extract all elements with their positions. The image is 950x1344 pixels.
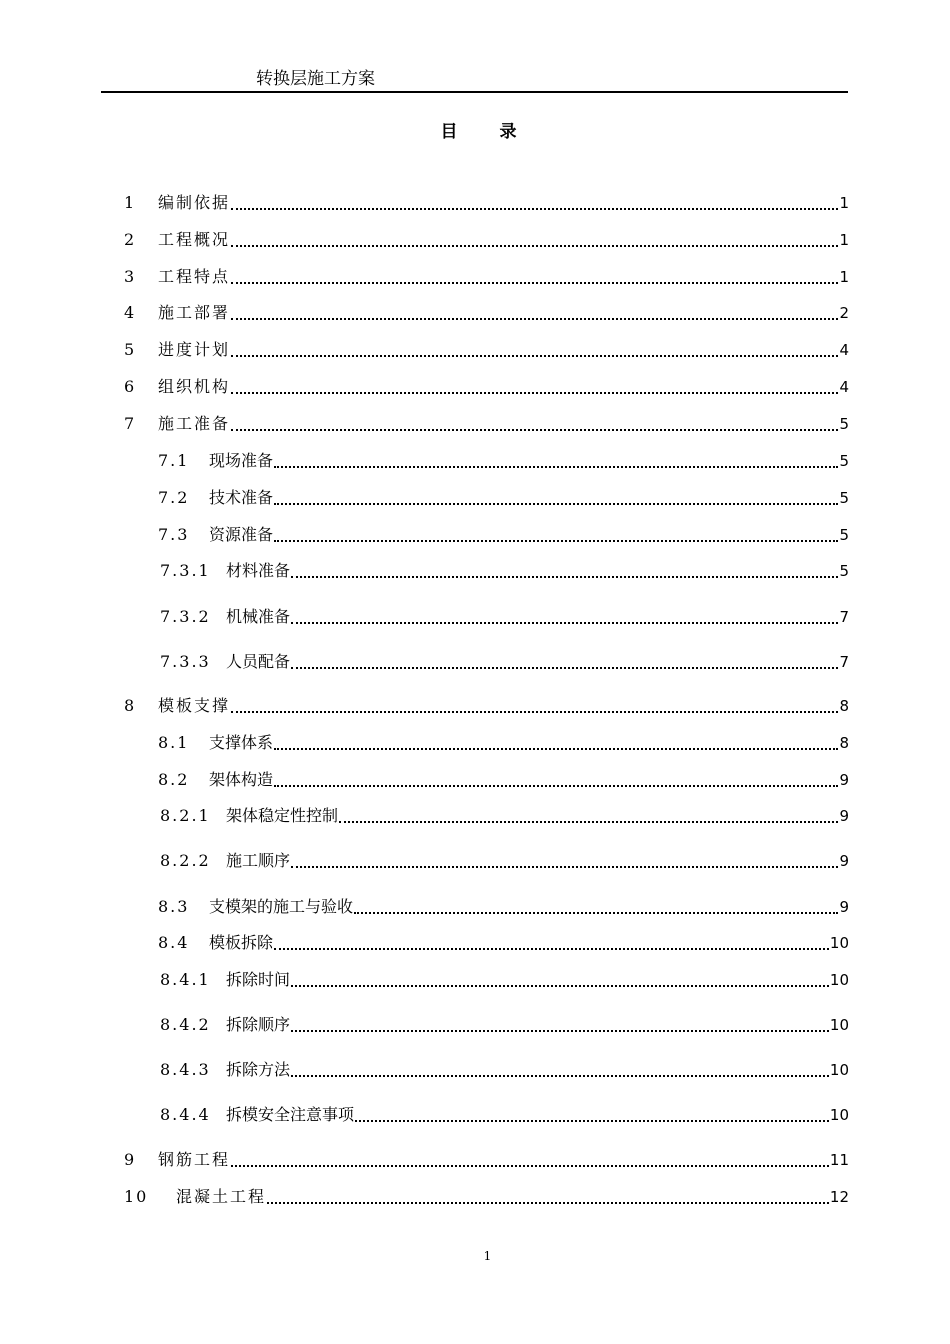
toc-entry-number: 5 <box>124 340 135 359</box>
toc-entry-number: 7.3.2 <box>160 607 211 626</box>
toc-dot-leader <box>231 208 838 210</box>
toc-entry-number: 7 <box>124 414 135 433</box>
toc-entry-page: 8 <box>838 730 849 756</box>
toc-entry-number: 8.4.2 <box>160 1015 211 1034</box>
toc-entry[interactable] <box>0 649 950 675</box>
toc-entry[interactable] <box>0 1102 950 1128</box>
toc-dot-leader <box>274 466 838 468</box>
document-header-title: 转换层施工方案 <box>256 69 375 89</box>
toc-dot-leader <box>291 866 838 868</box>
toc-entry-page: 1 <box>838 227 849 253</box>
toc-entry-number: 8.2 <box>158 770 190 789</box>
toc-entry-number: 8.4 <box>158 933 190 952</box>
toc-entry-number: 1 <box>124 193 135 212</box>
toc-entry-number: 7.3 <box>158 525 190 544</box>
toc-entry-title: 模板拆除 <box>209 930 274 956</box>
toc-entry-page: 9 <box>838 803 849 829</box>
toc-entry[interactable] <box>0 803 950 829</box>
toc-entry[interactable] <box>0 558 950 584</box>
toc-entry-title: 架体构造 <box>209 767 274 793</box>
toc-entry-page: 1 <box>838 264 849 290</box>
toc-dot-leader <box>291 576 838 578</box>
toc-entry[interactable] <box>0 522 950 548</box>
toc-entry-page: 2 <box>838 300 849 326</box>
toc-entry-title: 拆除时间 <box>226 967 291 993</box>
toc-entry[interactable] <box>0 300 950 326</box>
toc-dot-leader <box>274 948 829 950</box>
toc-entry-title: 拆除顺序 <box>226 1012 291 1038</box>
toc-entry-title: 机械准备 <box>226 604 291 630</box>
toc-entry[interactable] <box>0 190 950 216</box>
toc-entry[interactable] <box>0 485 950 511</box>
toc-entry[interactable] <box>0 1012 950 1038</box>
toc-entry[interactable] <box>0 767 950 793</box>
toc-entry[interactable] <box>0 693 950 719</box>
toc-entry-title: 模板支撑 <box>158 693 231 719</box>
toc-entry-title: 钢筋工程 <box>158 1147 231 1173</box>
toc-entry-page: 7 <box>838 649 849 675</box>
toc-entry[interactable] <box>0 264 950 290</box>
toc-entry-number: 6 <box>124 377 135 396</box>
toc-entry-number: 7.2 <box>158 488 190 507</box>
toc-entry-page: 5 <box>838 485 849 511</box>
toc-entry-page: 8 <box>838 693 849 719</box>
toc-entry-page: 4 <box>838 337 849 363</box>
toc-entry[interactable] <box>0 894 950 920</box>
toc-entry[interactable] <box>0 1184 950 1210</box>
toc-entry-number: 2 <box>124 230 135 249</box>
toc-entry-title: 施工顺序 <box>226 848 291 874</box>
toc-entry-title: 组织机构 <box>158 374 231 400</box>
toc-entry-title: 施工部署 <box>158 300 231 326</box>
footer-page-number: 1 <box>483 1249 492 1263</box>
toc-entry[interactable] <box>0 967 950 993</box>
toc-entry[interactable] <box>0 337 950 363</box>
toc-entry-number: 7.3.1 <box>160 561 211 580</box>
toc-entry-title: 架体稳定性控制 <box>226 803 339 829</box>
toc-entry[interactable] <box>0 848 950 874</box>
toc-entry-number: 9 <box>124 1150 135 1169</box>
toc-dot-leader <box>291 985 829 987</box>
toc-entry-title: 混凝土工程 <box>176 1184 267 1210</box>
toc-entry-title: 拆除方法 <box>226 1057 291 1083</box>
toc-entry-page: 10 <box>829 967 849 993</box>
toc-entry-page: 9 <box>838 848 849 874</box>
toc-dot-leader <box>274 540 838 542</box>
toc-entry-number: 8.1 <box>158 733 190 752</box>
toc-entry-number: 8.2.2 <box>160 851 211 870</box>
toc-entry-page: 5 <box>838 448 849 474</box>
toc-dot-leader <box>231 318 838 320</box>
toc-entry[interactable] <box>0 730 950 756</box>
toc-entry-number: 7.3.3 <box>160 652 211 671</box>
toc-entry-number: 8.4.3 <box>160 1060 211 1079</box>
toc-dot-leader <box>231 392 838 394</box>
toc-entry-number: 4 <box>124 303 135 322</box>
toc-entry-page: 9 <box>838 894 849 920</box>
toc-entry-page: 9 <box>838 767 849 793</box>
toc-entry-number: 8 <box>124 696 135 715</box>
toc-entry-page: 5 <box>838 411 849 437</box>
toc-entry-page: 4 <box>838 374 849 400</box>
toc-entry-title: 编制依据 <box>158 190 231 216</box>
toc-entry-title: 支撑体系 <box>209 730 274 756</box>
toc-entry-title: 工程特点 <box>158 264 231 290</box>
toc-entry[interactable] <box>0 448 950 474</box>
toc-dot-leader <box>354 912 838 914</box>
toc-dot-leader <box>231 1165 829 1167</box>
toc-entry-title: 技术准备 <box>209 485 274 511</box>
toc-dot-leader <box>267 1202 829 1204</box>
toc-entry-number: 7.1 <box>158 451 190 470</box>
toc-entry-title: 进度计划 <box>158 337 231 363</box>
toc-dot-leader <box>274 748 838 750</box>
toc-dot-leader <box>339 821 838 823</box>
toc-entry-number: 8.2.1 <box>160 806 211 825</box>
toc-entry-title: 工程概况 <box>158 227 231 253</box>
toc-title: 目 录 <box>440 122 535 142</box>
toc-entry-title: 支模架的施工与验收 <box>209 894 354 920</box>
toc-entry-title: 资源准备 <box>209 522 274 548</box>
toc-dot-leader <box>291 667 838 669</box>
toc-dot-leader <box>231 711 838 713</box>
toc-entry-page: 11 <box>829 1147 849 1173</box>
toc-entry[interactable] <box>0 604 950 630</box>
toc-entry-number: 8.4.1 <box>160 970 211 989</box>
toc-entry-page: 10 <box>829 1102 849 1128</box>
toc-dot-leader <box>274 503 838 505</box>
toc-entry-title: 施工准备 <box>158 411 231 437</box>
toc-entry-page: 5 <box>838 558 849 584</box>
toc-entry-title: 人员配备 <box>226 649 291 675</box>
toc-entry-number: 8.3 <box>158 897 190 916</box>
toc-entry-title: 材料准备 <box>226 558 291 584</box>
toc-entry[interactable] <box>0 227 950 253</box>
toc-dot-leader <box>274 785 838 787</box>
toc-dot-leader <box>231 282 838 284</box>
toc-entry[interactable] <box>0 1057 950 1083</box>
toc-entry-number: 10 <box>124 1187 149 1206</box>
toc-entry-number: 3 <box>124 267 135 286</box>
toc-entry-page: 7 <box>838 604 849 630</box>
toc-entry[interactable] <box>0 374 950 400</box>
toc-dot-leader <box>291 1075 829 1077</box>
toc-entry-title: 现场准备 <box>209 448 274 474</box>
toc-dot-leader <box>231 429 838 431</box>
toc-entry-page: 5 <box>838 522 849 548</box>
toc-entry-page: 10 <box>829 1012 849 1038</box>
toc-dot-leader <box>231 355 838 357</box>
toc-entry-number: 8.4.4 <box>160 1105 211 1124</box>
toc-entry-page: 1 <box>838 190 849 216</box>
toc-dot-leader <box>355 1120 829 1122</box>
toc-entry[interactable] <box>0 1147 950 1173</box>
toc-dot-leader <box>291 1030 829 1032</box>
toc-entry[interactable] <box>0 411 950 437</box>
toc-entry[interactable] <box>0 930 950 956</box>
toc-dot-leader <box>291 622 838 624</box>
toc-entry-page: 10 <box>829 930 849 956</box>
toc-entry-page: 10 <box>829 1057 849 1083</box>
toc-entry-title: 拆模安全注意事项 <box>226 1102 355 1128</box>
toc-entry-page: 12 <box>829 1184 849 1210</box>
toc-dot-leader <box>231 245 838 247</box>
